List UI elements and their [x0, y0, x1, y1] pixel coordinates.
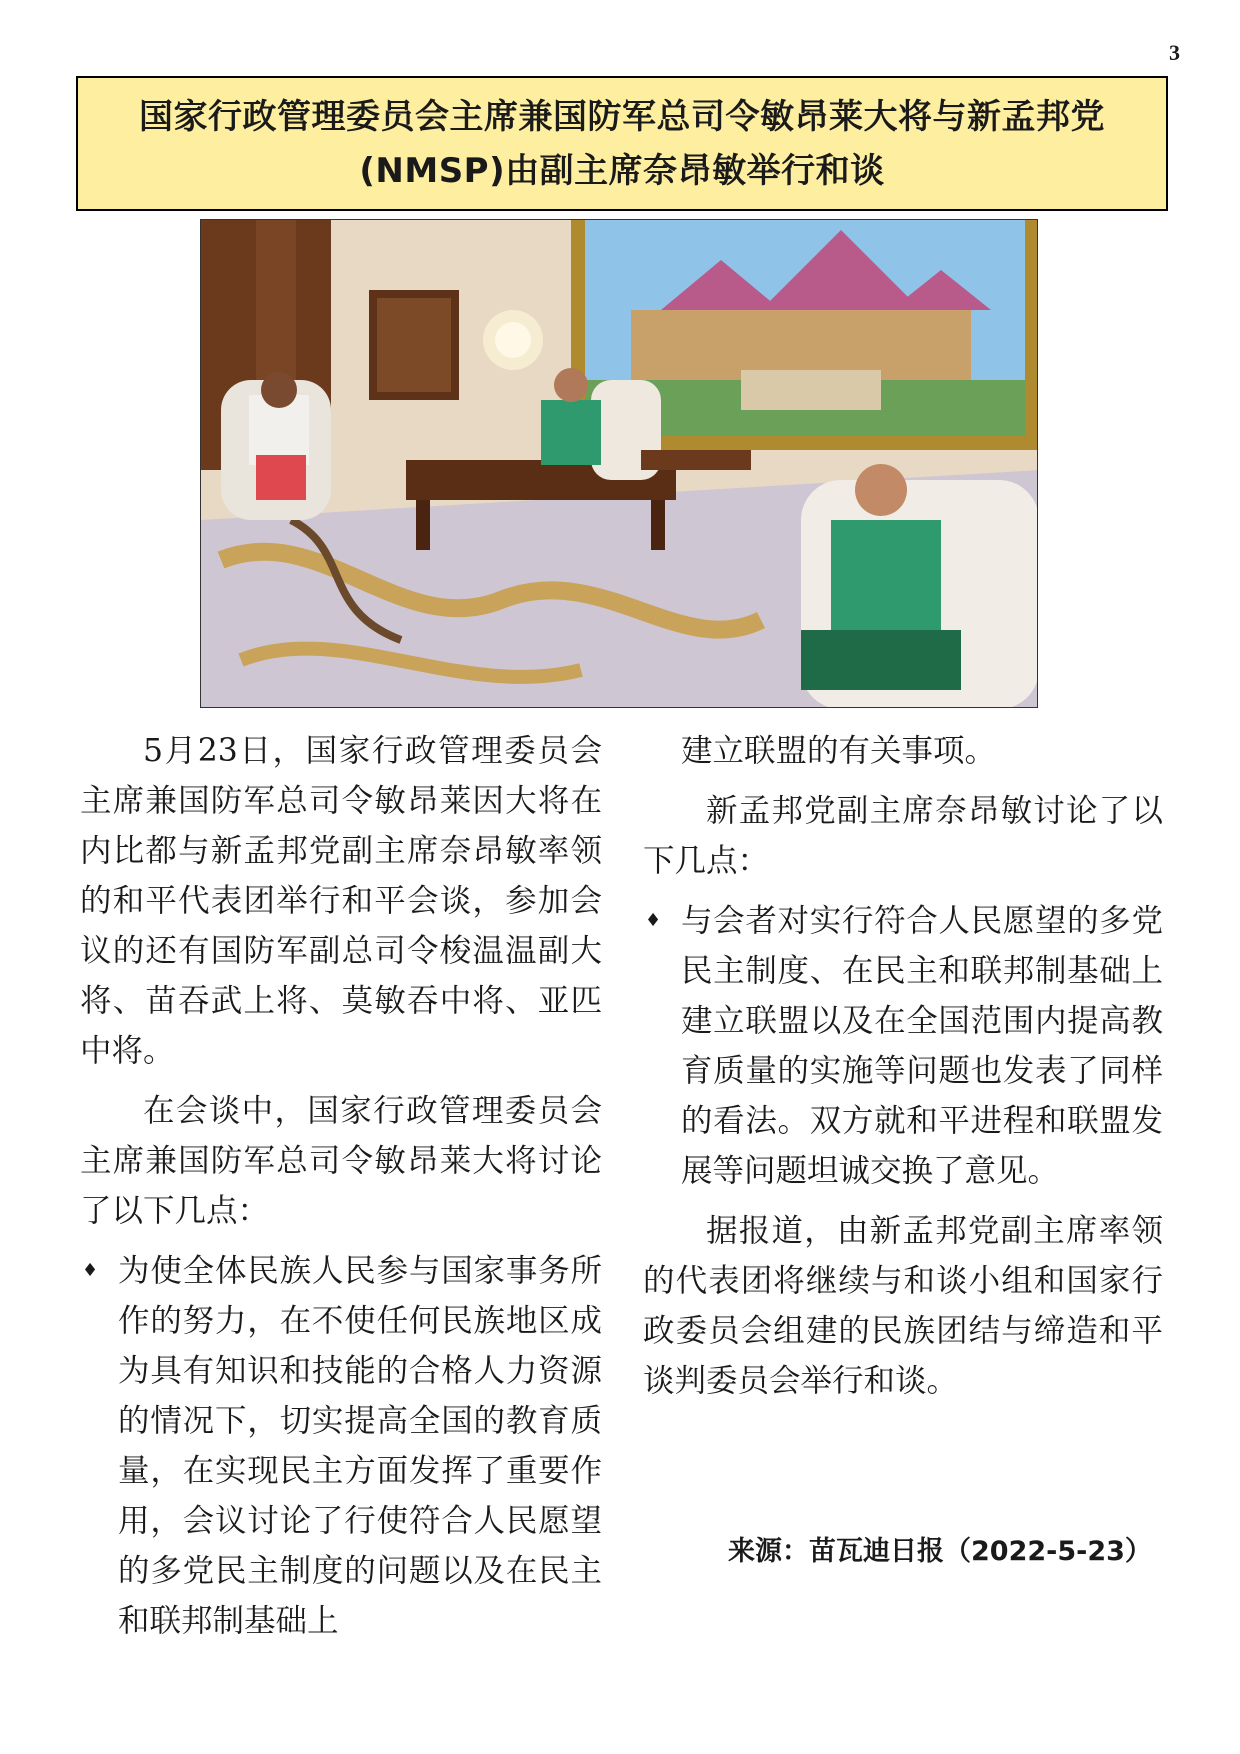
- article-title-line-1: 国家行政管理委员会主席兼国防军总司令敏昂莱大将与新孟邦党: [139, 96, 1105, 137]
- bullet-item-1: [80, 1246, 602, 1646]
- paragraph-nmsp-discussion: 新孟邦党副主席奈昂敏讨论了以下几点：: [643, 793, 1163, 879]
- page-number: 3: [1169, 40, 1180, 65]
- article-title-line-2: (NMSP)由副主席奈昂敏举行和谈: [359, 150, 885, 191]
- article-title-box: [76, 76, 1168, 211]
- right-column: [643, 726, 1163, 1416]
- bullet-item-2: [643, 896, 1163, 1196]
- bullet-continuation-text: 建立联盟的有关事项。: [681, 733, 997, 769]
- left-column: [80, 726, 602, 1656]
- source-citation: 来源：苗瓦迪日报（2022-5-23）: [728, 1536, 1152, 1567]
- paragraph-meeting-intro: 5月23日，国家行政管理委员会主席兼国防军总司令敏昂莱因大将在内比都与新孟邦党副主席奈昂敏率领的和平代表团举行和平会谈，参加会议的还有国防军副总司令梭温温副大将、苗吞武上将、莫敏吞中将、亚匹中将。: [80, 733, 602, 1069]
- bullet-continuation: [643, 726, 1163, 776]
- diamond-bullet-icon: ♦: [645, 910, 662, 931]
- diamond-bullet-icon: ♦: [82, 1260, 99, 1281]
- paragraph-discussion-lead: 在会谈中，国家行政管理委员会主席兼国防军总司令敏昂莱大将讨论了以下几点：: [80, 1093, 602, 1229]
- paragraph-report: 据报道，由新孟邦党副主席率领的代表团将继续与和谈小组和国家行政委员会组建的民族团结与缔造和平谈判委员会举行和谈。: [643, 1213, 1163, 1399]
- meeting-photo: [200, 219, 1038, 708]
- bullet-text-1: 为使全体民族人民参与国家事务所作的努力，在不使任何民族地区成为具有知识和技能的合格人力资源的情况下，切实提高全国的教育质量，在实现民主方面发挥了重要作用，会议讨论了行使符合人民愿望的多党民主制度的问题以及在民主和联邦制基础上: [118, 1253, 602, 1639]
- bullet-text-2: 与会者对实行符合人民愿望的多党民主制度、在民主和联邦制基础上建立联盟以及在全国范围内提高教育质量的实施等问题也发表了同样的看法。双方就和平进程和联盟发展等问题坦诚交换了意见。: [681, 903, 1163, 1189]
